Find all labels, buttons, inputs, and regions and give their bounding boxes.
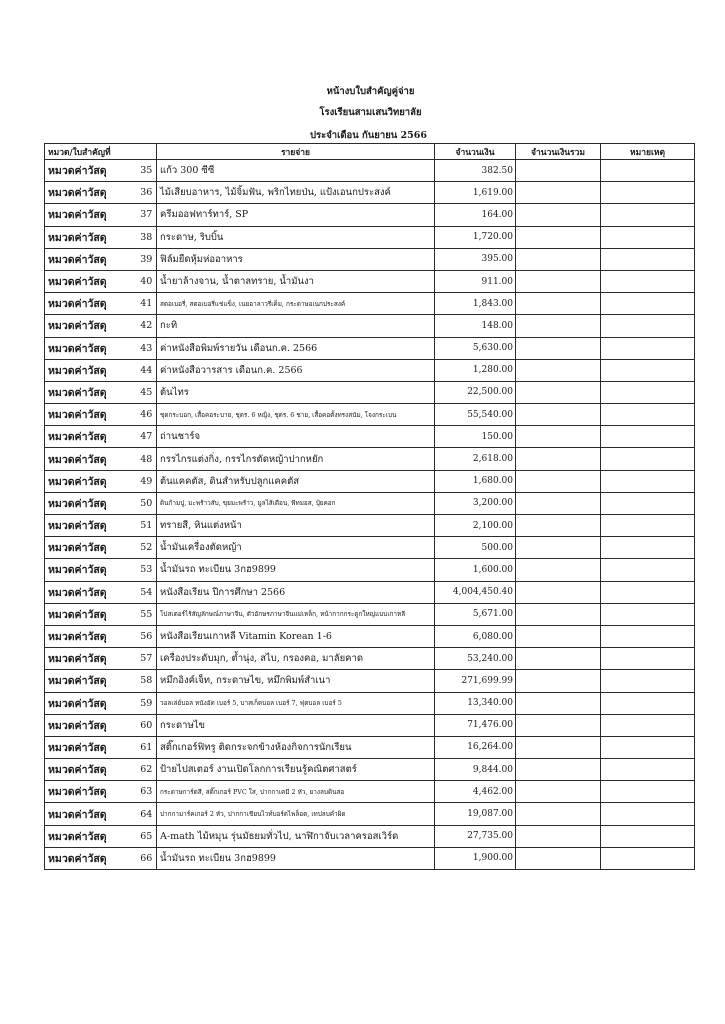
- table-row: [45, 847, 695, 869]
- voucher-number-cell: 49: [137, 470, 157, 492]
- table-row: [45, 692, 695, 714]
- note-cell: [601, 359, 695, 381]
- total-cell: [516, 537, 601, 559]
- table-row: [45, 426, 695, 448]
- category-cell: หมวดค่าวัสดุ: [45, 648, 137, 670]
- category-cell: หมวดค่าวัสดุ: [45, 736, 137, 758]
- table-row: [45, 670, 695, 692]
- category-cell: หมวดค่าวัสดุ: [45, 315, 137, 337]
- category-cell: หมวดค่าวัสดุ: [45, 337, 137, 359]
- note-cell: [601, 847, 695, 869]
- amount-cell: 13,340.00: [435, 692, 516, 714]
- total-cell: [516, 692, 601, 714]
- total-cell: [516, 226, 601, 248]
- table-row: [45, 492, 695, 514]
- column-header-total: จำนวนเงินรวม: [516, 144, 601, 160]
- voucher-number-cell: 52: [137, 537, 157, 559]
- amount-cell: 1,720.00: [435, 226, 516, 248]
- voucher-number-cell: 56: [137, 625, 157, 647]
- description-cell: หมึกอิงค์เจ็ท, กระดาษไข, หมึกพิมพ์สำเนา: [157, 670, 435, 692]
- voucher-number-cell: 53: [137, 559, 157, 581]
- total-cell: [516, 559, 601, 581]
- amount-cell: 271,699.99: [435, 670, 516, 692]
- category-cell: หมวดค่าวัสดุ: [45, 270, 137, 292]
- note-cell: [601, 226, 695, 248]
- table-row: [45, 714, 695, 736]
- table-row: [45, 581, 695, 603]
- category-cell: หมวดค่าวัสดุ: [45, 359, 137, 381]
- total-cell: [516, 337, 601, 359]
- amount-cell: 1,843.00: [435, 293, 516, 315]
- note-cell: [601, 293, 695, 315]
- column-header-category: หมวด/ใบสำคัญที่: [45, 144, 157, 160]
- note-cell: [601, 448, 695, 470]
- description-cell: ค่าหนังสือวารสาร เดือนก.ค. 2566: [157, 359, 435, 381]
- amount-cell: 382.50: [435, 160, 516, 182]
- total-cell: [516, 648, 601, 670]
- table-row: [45, 625, 695, 647]
- description-cell: ถ่านชาร์จ: [157, 426, 435, 448]
- description-cell: ชุดกระบอก, เสื้อคอระบาย, ชุดร. 6 หญิง, ชุดร. 6 ชาย, เสื้อคอตั้งทรงสนัม, โจงกระเบน: [157, 404, 435, 426]
- note-cell: [601, 248, 695, 270]
- description-cell: กระดาษ, ริบบิ้น: [157, 226, 435, 248]
- voucher-number-cell: 62: [137, 759, 157, 781]
- category-cell: หมวดค่าวัสดุ: [45, 515, 137, 537]
- category-cell: หมวดค่าวัสดุ: [45, 625, 137, 647]
- table-row: [45, 182, 695, 204]
- table-row: [45, 248, 695, 270]
- voucher-number-cell: 42: [137, 315, 157, 337]
- voucher-number-cell: 60: [137, 714, 157, 736]
- description-cell: หนังสือเรียน ปีการศึกษา 2566: [157, 581, 435, 603]
- note-cell: [601, 160, 695, 182]
- amount-cell: 9,844.00: [435, 759, 516, 781]
- amount-cell: 19,087.00: [435, 803, 516, 825]
- amount-cell: 27,735.00: [435, 825, 516, 847]
- amount-cell: 6,080.00: [435, 625, 516, 647]
- table-row: [45, 803, 695, 825]
- category-cell: หมวดค่าวัสดุ: [45, 825, 137, 847]
- category-cell: หมวดค่าวัสดุ: [45, 470, 137, 492]
- total-cell: [516, 825, 601, 847]
- note-cell: [601, 337, 695, 359]
- amount-cell: 1,619.00: [435, 182, 516, 204]
- voucher-number-cell: 43: [137, 337, 157, 359]
- amount-cell: 911.00: [435, 270, 516, 292]
- table-row: [45, 381, 695, 403]
- note-cell: [601, 714, 695, 736]
- category-cell: หมวดค่าวัสดุ: [45, 781, 137, 803]
- total-cell: [516, 847, 601, 869]
- total-cell: [516, 492, 601, 514]
- description-cell: วอลเล่ย์บอล หนังอัด เบอร์ 5, บาสเก็ตบอล เบอร์ 7, ฟุตบอล เบอร์ 5: [157, 692, 435, 714]
- note-cell: [601, 537, 695, 559]
- category-cell: หมวดค่าวัสดุ: [45, 426, 137, 448]
- description-cell: ทรายสี, หินแต่งหน้า: [157, 515, 435, 537]
- total-cell: [516, 404, 601, 426]
- voucher-number-cell: 41: [137, 293, 157, 315]
- voucher-number-cell: 65: [137, 825, 157, 847]
- column-header-note: หมายเหตุ: [601, 144, 695, 160]
- description-cell: น้ำมันรถ ทะเบียน 3กฮ9899: [157, 559, 435, 581]
- table-row: [45, 359, 695, 381]
- table-row: [45, 648, 695, 670]
- note-cell: [601, 426, 695, 448]
- amount-cell: 148.00: [435, 315, 516, 337]
- amount-cell: 1,680.00: [435, 470, 516, 492]
- voucher-number-cell: 39: [137, 248, 157, 270]
- note-cell: [601, 736, 695, 758]
- description-cell: เครื่องประดับมุก, ต้ำนุ่ง, สไบ, กรองคอ, มาลัยคาด: [157, 648, 435, 670]
- note-cell: [601, 603, 695, 625]
- voucher-number-cell: 59: [137, 692, 157, 714]
- amount-cell: 5,671.00: [435, 603, 516, 625]
- category-cell: หมวดค่าวัสดุ: [45, 559, 137, 581]
- category-cell: หมวดค่าวัสดุ: [45, 803, 137, 825]
- note-cell: [601, 492, 695, 514]
- category-cell: หมวดค่าวัสดุ: [45, 204, 137, 226]
- description-cell: น้ำมันรถ ทะเบียน 3กฮ9899: [157, 847, 435, 869]
- category-cell: หมวดค่าวัสดุ: [45, 226, 137, 248]
- amount-cell: 395.00: [435, 248, 516, 270]
- table-body: [45, 160, 695, 870]
- description-cell: ครีมออฟทาร์ทาร์, SP: [157, 204, 435, 226]
- description-cell: กรรไกรแต่งกิ่ง, กรรไกรตัดหญ้าปากหยัก: [157, 448, 435, 470]
- table-row: [45, 781, 695, 803]
- description-cell: A-math ไม้หมุน รุ่นมัธยมทั่วไป, นาฬิกาจับเวลาครอสเวิร์ด: [157, 825, 435, 847]
- amount-cell: 55,540.00: [435, 404, 516, 426]
- total-cell: [516, 204, 601, 226]
- amount-cell: 53,240.00: [435, 648, 516, 670]
- voucher-number-cell: 55: [137, 603, 157, 625]
- voucher-number-cell: 36: [137, 182, 157, 204]
- total-cell: [516, 625, 601, 647]
- amount-cell: 22,500.00: [435, 381, 516, 403]
- total-cell: [516, 448, 601, 470]
- description-cell: ไม้เสียบอาหาร, ไม้จิ้มฟัน, พริกไทยป่น, แป้งเอนกประสงค์: [157, 182, 435, 204]
- table-row: [45, 270, 695, 292]
- note-cell: [601, 204, 695, 226]
- amount-cell: 4,462.00: [435, 781, 516, 803]
- description-cell: ต้นแคคตัส, ดินสำหรับปลูกแคคตัส: [157, 470, 435, 492]
- total-cell: [516, 248, 601, 270]
- table-row: [45, 470, 695, 492]
- description-cell: สติ๊กเกอร์ฟิทรู ติดกระจกข้างห้องกิจการนักเรียน: [157, 736, 435, 758]
- category-cell: หมวดค่าวัสดุ: [45, 293, 137, 315]
- note-cell: [601, 825, 695, 847]
- amount-cell: 4,004,450.40: [435, 581, 516, 603]
- category-cell: หมวดค่าวัสดุ: [45, 160, 137, 182]
- voucher-number-cell: 44: [137, 359, 157, 381]
- description-cell: ป้ายไปสเตอร์ งานเปิดโลกการเรียนรู้คณิตศาสตร์: [157, 759, 435, 781]
- category-cell: หมวดค่าวัสดุ: [45, 248, 137, 270]
- category-cell: หมวดค่าวัสดุ: [45, 448, 137, 470]
- total-cell: [516, 470, 601, 492]
- description-cell: กระดาษไข: [157, 714, 435, 736]
- total-cell: [516, 803, 601, 825]
- note-cell: [601, 670, 695, 692]
- category-cell: หมวดค่าวัสดุ: [45, 492, 137, 514]
- table-row: [45, 559, 695, 581]
- note-cell: [601, 803, 695, 825]
- note-cell: [601, 404, 695, 426]
- note-cell: [601, 470, 695, 492]
- voucher-number-cell: 47: [137, 426, 157, 448]
- category-cell: หมวดค่าวัสดุ: [45, 670, 137, 692]
- voucher-number-cell: 61: [137, 736, 157, 758]
- table-row: [45, 204, 695, 226]
- note-cell: [601, 381, 695, 403]
- description-cell: แก้ว 300 ซีซี: [157, 160, 435, 182]
- category-cell: หมวดค่าวัสดุ: [45, 759, 137, 781]
- category-cell: หมวดค่าวัสดุ: [45, 404, 137, 426]
- voucher-number-cell: 64: [137, 803, 157, 825]
- total-cell: [516, 160, 601, 182]
- table-row: [45, 825, 695, 847]
- total-cell: [516, 270, 601, 292]
- table-row: [45, 293, 695, 315]
- voucher-number-cell: 38: [137, 226, 157, 248]
- note-cell: [601, 270, 695, 292]
- description-cell: ค่าหนังสือพิมพ์รายวัน เดือนก.ค. 2566: [157, 337, 435, 359]
- note-cell: [601, 625, 695, 647]
- table-header-row: [45, 144, 695, 160]
- total-cell: [516, 603, 601, 625]
- document-period: ประจำเดือน กันยายน 2566: [309, 130, 427, 141]
- total-cell: [516, 515, 601, 537]
- voucher-number-cell: 48: [137, 448, 157, 470]
- amount-cell: 3,200.00: [435, 492, 516, 514]
- table-row: [45, 603, 695, 625]
- description-cell: น้ำมันเครื่องตัดหญ้า: [157, 537, 435, 559]
- amount-cell: 2,618.00: [435, 448, 516, 470]
- table-row: [45, 315, 695, 337]
- description-cell: โปสเตอร์ไร้สัญลักษณ์ภาษาจีน, ตัวอักษรภาษาจีนแม่เหล็ก, หน้ากากกระดูกใหญ่แบบเกาหลี: [157, 603, 435, 625]
- category-cell: หมวดค่าวัสดุ: [45, 847, 137, 869]
- voucher-number-cell: 46: [137, 404, 157, 426]
- amount-cell: 16,264.00: [435, 736, 516, 758]
- description-cell: น้ำยาล้างจาน, น้ำตาลทราย, น้ำมันงา: [157, 270, 435, 292]
- category-cell: หมวดค่าวัสดุ: [45, 182, 137, 204]
- description-cell: กระดาษการ์ดสี, สติ๊กเกอร์ PVC ใส, ปากกาเคมี 2 หัว, ยางลบดินสอ: [157, 781, 435, 803]
- voucher-number-cell: 63: [137, 781, 157, 803]
- description-cell: ปากกามาร์คเกอร์ 2 หัว, ปากกาเขียนไวท์บอร์ดไพล็อต, เทปลบคำผิด: [157, 803, 435, 825]
- note-cell: [601, 692, 695, 714]
- amount-cell: 1,280.00: [435, 359, 516, 381]
- description-cell: กะทิ: [157, 315, 435, 337]
- category-cell: หมวดค่าวัสดุ: [45, 381, 137, 403]
- voucher-number-cell: 54: [137, 581, 157, 603]
- total-cell: [516, 670, 601, 692]
- note-cell: [601, 759, 695, 781]
- expense-table: [44, 143, 695, 870]
- category-cell: หมวดค่าวัสดุ: [45, 692, 137, 714]
- note-cell: [601, 559, 695, 581]
- school-name: โรงเรียนสามเสนวิทยาลัย: [319, 107, 422, 118]
- amount-cell: 2,100.00: [435, 515, 516, 537]
- table-row: [45, 404, 695, 426]
- total-cell: [516, 381, 601, 403]
- table-row: [45, 515, 695, 537]
- category-cell: หมวดค่าวัสดุ: [45, 603, 137, 625]
- column-header-description: รายจ่าย: [157, 144, 435, 160]
- description-cell: สตอเบอรี่, สตอเบอรี่แช่แข็ง, เนยอาลาวรี่เค็ม, กระดาษอเนกประสงค์: [157, 293, 435, 315]
- note-cell: [601, 581, 695, 603]
- amount-cell: 500.00: [435, 537, 516, 559]
- voucher-number-cell: 57: [137, 648, 157, 670]
- voucher-number-cell: 35: [137, 160, 157, 182]
- note-cell: [601, 315, 695, 337]
- voucher-number-cell: 58: [137, 670, 157, 692]
- category-cell: หมวดค่าวัสดุ: [45, 537, 137, 559]
- total-cell: [516, 714, 601, 736]
- table-row: [45, 537, 695, 559]
- total-cell: [516, 315, 601, 337]
- total-cell: [516, 293, 601, 315]
- total-cell: [516, 182, 601, 204]
- voucher-number-cell: 51: [137, 515, 157, 537]
- description-cell: ฟิล์มยืดหุ้มห่ออาหาร: [157, 248, 435, 270]
- description-cell: ดินก้ามปู, มะพร้าวสับ, ขุยมะพร้าว, มูลไส้เดือน, พีทมอส, ปุ๋ยคอก: [157, 492, 435, 514]
- amount-cell: 150.00: [435, 426, 516, 448]
- amount-cell: 1,600.00: [435, 559, 516, 581]
- document-title: หน้างบใบสำคัญคู่จ่าย: [326, 86, 415, 97]
- table-row: [45, 736, 695, 758]
- table-row: [45, 759, 695, 781]
- table-row: [45, 337, 695, 359]
- amount-cell: 164.00: [435, 204, 516, 226]
- total-cell: [516, 759, 601, 781]
- amount-cell: 5,630.00: [435, 337, 516, 359]
- description-cell: ต้นไทร: [157, 381, 435, 403]
- description-cell: หนังสือเรียนเกาหลี Vitamin Korean 1-6: [157, 625, 435, 647]
- total-cell: [516, 581, 601, 603]
- category-cell: หมวดค่าวัสดุ: [45, 581, 137, 603]
- voucher-number-cell: 37: [137, 204, 157, 226]
- total-cell: [516, 781, 601, 803]
- note-cell: [601, 781, 695, 803]
- amount-cell: 1,900.00: [435, 847, 516, 869]
- voucher-number-cell: 50: [137, 492, 157, 514]
- table-row: [45, 226, 695, 248]
- total-cell: [516, 736, 601, 758]
- amount-cell: 71,476.00: [435, 714, 516, 736]
- table-row: [45, 448, 695, 470]
- note-cell: [601, 515, 695, 537]
- note-cell: [601, 648, 695, 670]
- note-cell: [601, 182, 695, 204]
- total-cell: [516, 359, 601, 381]
- voucher-number-cell: 40: [137, 270, 157, 292]
- voucher-number-cell: 45: [137, 381, 157, 403]
- table-row: [45, 160, 695, 182]
- column-header-amount: จำนวนเงิน: [435, 144, 516, 160]
- total-cell: [516, 426, 601, 448]
- category-cell: หมวดค่าวัสดุ: [45, 714, 137, 736]
- voucher-number-cell: 66: [137, 847, 157, 869]
